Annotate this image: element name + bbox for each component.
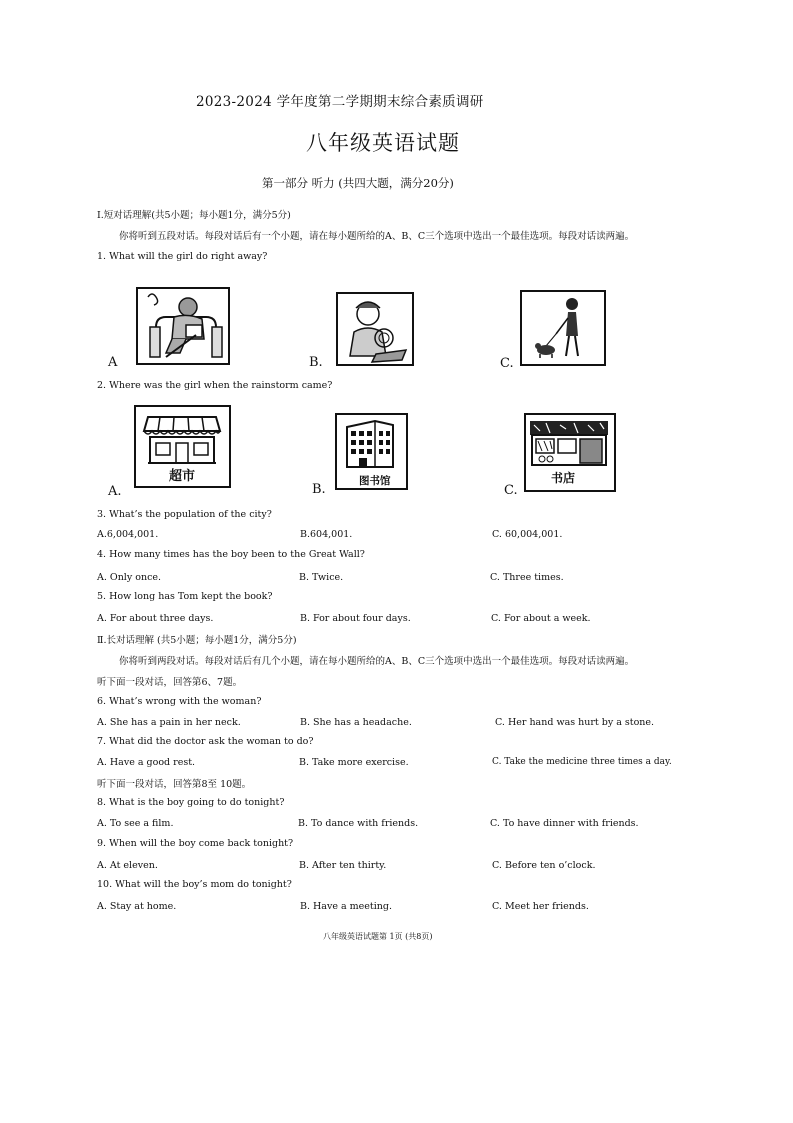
q9-option-a[interactable]: A. At eleven. xyxy=(97,860,158,871)
q4-option-a[interactable]: A. Only once. xyxy=(97,572,162,583)
q6-option-b[interactable]: B. She has a headache. xyxy=(300,717,412,728)
q1-picture-c xyxy=(520,290,606,366)
q1-letter-a: A xyxy=(108,355,118,370)
q3-option-b[interactable]: B.604,001. xyxy=(300,529,353,540)
question-5: 5. How long has Tom kept the book? xyxy=(97,591,273,602)
q4-option-b[interactable]: B. Twice. xyxy=(299,572,344,583)
q2-letter-c: C. xyxy=(504,483,518,498)
q1-letter-c: C. xyxy=(500,356,514,371)
q1-picture-a xyxy=(136,287,230,365)
q5-option-b[interactable]: B. For about four days. xyxy=(300,613,411,624)
question-8: 8. What is the boy going to do tonight? xyxy=(97,797,285,808)
question-1: 1. What will the girl do right away? xyxy=(97,251,268,262)
q7-option-b[interactable]: B. Take more exercise. xyxy=(299,757,409,768)
q3-option-c[interactable]: C. 60,004,001. xyxy=(492,529,563,540)
q2-sign-b: 图书馆 xyxy=(359,475,391,487)
section1-instruction: 你将听到五段对话。每段对话后有一个小题，请在每小题所给的A、B、C三个选项中选出一个最佳选项。每段对话读两遍。 xyxy=(119,231,635,242)
q10-option-b[interactable]: B. Have a meeting. xyxy=(300,901,392,912)
exam-header: 2023-2024 学年度第二学期期末综合素质调研 xyxy=(196,94,484,110)
section2-lead-1: 听下面一段对话，回答第6、7题。 xyxy=(97,677,243,688)
q10-option-c[interactable]: C. Meet her friends. xyxy=(492,901,589,912)
q3-option-a[interactable]: A.6,004,001. xyxy=(97,529,159,540)
part-heading: 第一部分 听力 (共四大题，满分20分) xyxy=(262,176,454,190)
section1-heading: Ⅰ.短对话理解(共5小题；每小题1分，满分5分) xyxy=(97,210,291,221)
reading-icon xyxy=(136,287,230,365)
q2-letter-b: B. xyxy=(312,482,326,497)
q2-letter-a: A. xyxy=(108,484,122,499)
drawing-icon xyxy=(336,292,414,366)
question-3: 3. What’s the population of the city? xyxy=(97,509,272,520)
section2-instruction: 你将听到两段对话。每段对话后有几个小题，请在每小题所给的A、B、C三个选项中选出一个最佳选项。每段对话读两遍。 xyxy=(119,656,635,667)
question-10: 10. What will the boy’s mom do tonight? xyxy=(97,879,292,890)
q1-picture-b xyxy=(336,292,414,366)
q8-option-b[interactable]: B. To dance with friends. xyxy=(298,818,419,829)
question-7: 7. What did the doctor ask the woman to do? xyxy=(97,736,314,747)
question-2: 2. Where was the girl when the rainstorm came? xyxy=(97,380,333,391)
q7-option-a[interactable]: A. Have a good rest. xyxy=(97,757,196,768)
q5-option-a[interactable]: A. For about three days. xyxy=(97,613,214,624)
q6-option-c[interactable]: C. Her hand was hurt by a stone. xyxy=(495,717,655,728)
section2-heading: Ⅱ.长对话理解 (共5小题；每小题1分，满分5分) xyxy=(97,635,297,646)
q8-option-a[interactable]: A. To see a film. xyxy=(97,818,174,829)
q9-option-c[interactable]: C. Before ten o’clock. xyxy=(492,860,596,871)
q5-option-c[interactable]: C. For about a week. xyxy=(491,613,591,624)
question-6: 6. What’s wrong with the woman? xyxy=(97,696,262,707)
q9-option-b[interactable]: B. After ten thirty. xyxy=(299,860,387,871)
q8-option-c[interactable]: C. To have dinner with friends. xyxy=(490,818,639,829)
q2-sign-c: 书店 xyxy=(551,471,576,485)
question-9: 9. When will the boy come back tonight? xyxy=(97,838,294,849)
page-footer: 八年级英语试题第 1页 (共8页) xyxy=(323,932,433,941)
page-title: 八年级英语试题 xyxy=(306,131,460,155)
q6-option-a[interactable]: A. She has a pain in her neck. xyxy=(97,717,241,728)
q7-option-c[interactable]: C. Take the medicine three times a day. xyxy=(492,757,672,767)
question-4: 4. How many times has the boy been to the Great Wall? xyxy=(97,549,365,560)
walking-dog-icon xyxy=(520,290,606,366)
section2-lead-2: 听下面一段对话，回答第8至 10题。 xyxy=(97,779,252,790)
q4-option-c[interactable]: C. Three times. xyxy=(490,572,564,583)
q2-sign-a: 超市 xyxy=(169,469,196,484)
q1-letter-b: B. xyxy=(309,355,323,370)
q10-option-a[interactable]: A. Stay at home. xyxy=(97,901,177,912)
